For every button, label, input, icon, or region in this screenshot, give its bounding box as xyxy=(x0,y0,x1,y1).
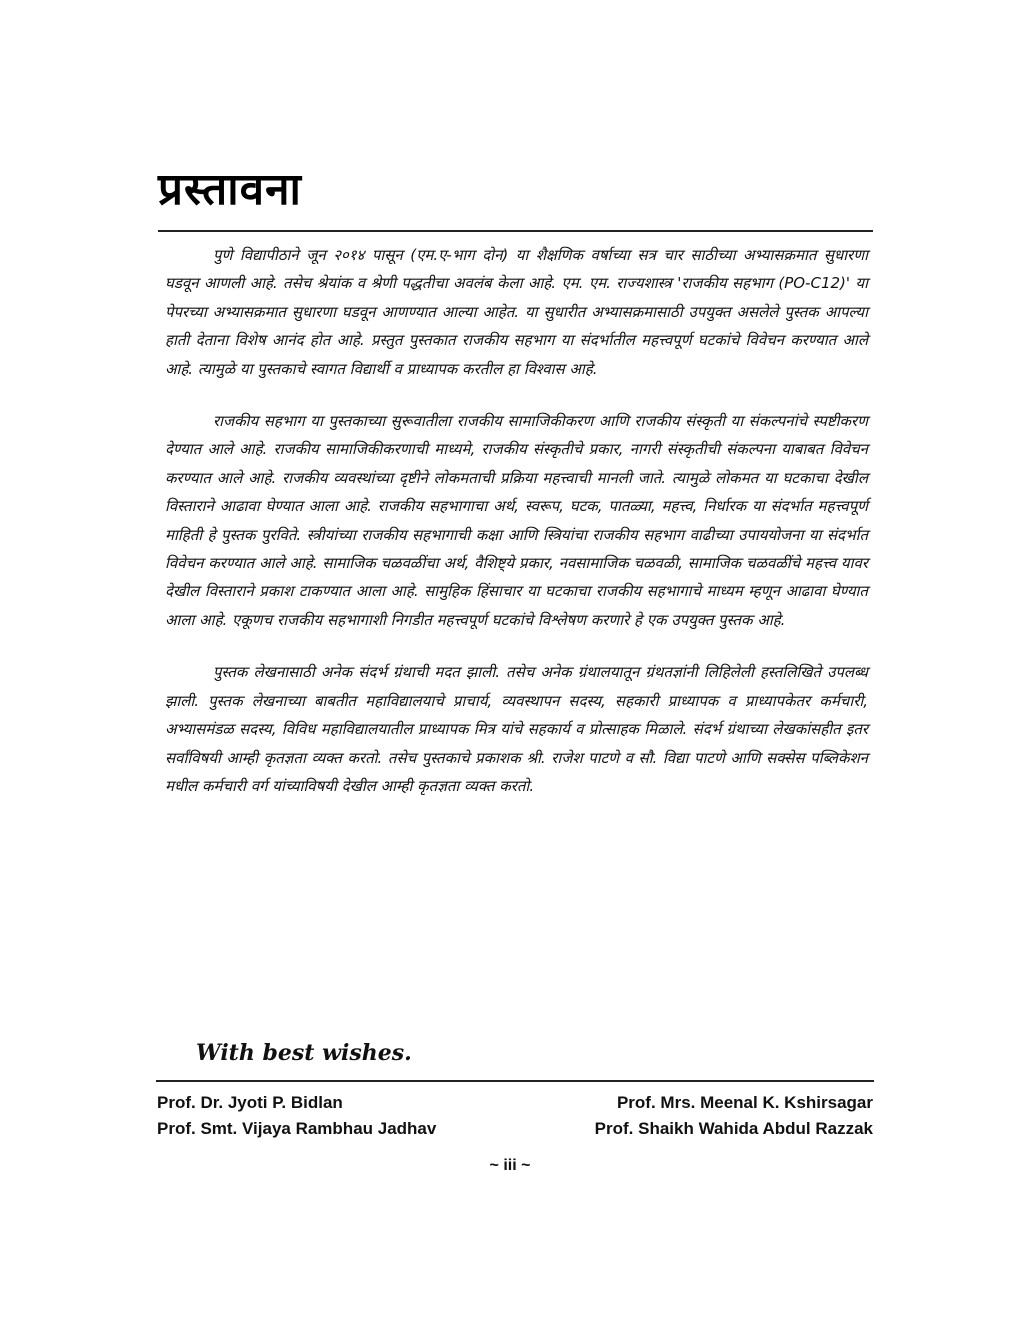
author-name: Prof. Mrs. Meenal K. Kshirsagar xyxy=(616,1093,873,1112)
author-name: Prof. Shaikh Wahida Abdul Razzak xyxy=(594,1119,873,1138)
closing-wishes: With best wishes. xyxy=(196,1040,412,1066)
paragraph-1: पुणे विद्यापीठाने जून २०१४ पासून (एम.ए-भाग दोन) या शैक्षणिक वर्षाच्या सत्र चार साठीच्या अभ्यासक्रमात सुधारणा घडवून आणली आहे. तसेच श्रेयांक व श्रेणी पद्धतीचा अवलंब केला आहे. एम. एम. राज्यशास्त्र 'राजकीय सहभाग (PO-C12)' या पेपरच्या अभ्यासक्रमात सुधारणा घडवून आणण्यात आल्या आहेत. या सुधारीत अभ्यासक्रमासाठी उपयुक्त असलेले पुस्तक आपल्या हाती देताना विशेष आनंद होत आहे. प्रस्तुत पुस्तकात राजकीय सहभाग या संदर्भातील महत्त्वपूर्ण घटकांचे विवेचन करण्यात आले आहे. त्यामुळे या पुस्तकाचे स्वागत विद्यार्थी व प्राध्यापक करतील हा विश्वास आहे. xyxy=(165,246,868,378)
signature-divider xyxy=(156,1080,874,1082)
authors-right xyxy=(595,1090,873,1142)
paragraph-3: पुस्तक लेखनासाठी अनेक संदर्भ ग्रंथाची मदत झाली. तसेच अनेक ग्रंथालयातून ग्रंथतज्ञांनी लिहिलेली हस्तलिखिते उपलब्ध झाली. पुस्तक लेखनाच्या बाबतीत महाविद्यालयाचे प्राचार्य, व्यवस्थापन सदस्य, सहकारी प्राध्यापक व प्राध्यापकेतर कर्मचारी, अभ्यासमंडळ सदस्य, विविध महाविद्यालयातील प्राध्यापक मित्र यांचे सहकार्य व प्रोत्साहक मिळाले. संदर्भ ग्रंथाच्या लेखकांसहीत इतर सर्वांविषयी आम्ही कृतज्ञता व्यक्त करतो. तसेच पुस्तकाचे प्रकाशक श्री. राजेश पाटणे व सौ. विद्या पाटणे आणि सक्सेस पब्लिकेशन मधील कर्मचारी वर्ग यांच्याविषयी देखील आम्ही कृतज्ञता व्यक्त करतो. xyxy=(165,663,868,795)
paragraph-2: राजकीय सहभाग या पुस्तकाच्या सुरूवातीला राजकीय सामाजिकीकरण आणि राजकीय संस्कृती या संकल्पनांचे स्पष्टीकरण देण्यात आले आहे. राजकीय सामाजिकीकरणाची माध्यमे, राजकीय संस्कृतीचे प्रकार, नागरी संस्कृतीची संकल्पना याबाबत विवेचन करण्यात आले आहे. राजकीय व्यवस्थांच्या दृष्टीने लोकमताची प्रक्रिया महत्त्वाची मानली जाते. त्यामुळे लोकमत या घटकाचा देखील विस्ताराने आढावा घेण्यात आला आहे. राजकीय सहभागाचा अर्थ, स्वरूप, घटक, पातळ्या, महत्त्व, निर्धारक या संदर्भात महत्त्वपूर्ण माहिती हे पुस्तक पुरविते. स्त्रीयांच्या राजकीय सहभागाची कक्षा आणि स्त्रियांचा राजकीय सहभाग वाढीच्या उपाययोजना या संदर्भात विवेचन करण्यात आले आहे. सामाजिक चळवळींचा अर्थ, वैशिष्ट्ये प्रकार, नवसामाजिक चळवळी, सामाजिक चळवळींचे महत्त्व यावर देखील विस्ताराने प्रकाश टाकण्यात आला आहे. सामुहिक हिंसाचार या घटकाचा राजकीय सहभागाचे माध्यम म्हणून आढावा घेण्यात आला आहे. एकूणच राजकीय सहभागाशी निगडीत महत्त्वपूर्ण घटकांचे विश्लेषण करणारे हे एक उपयुक्त पुस्तक आहे. xyxy=(165,412,868,629)
body-text xyxy=(165,241,868,824)
authors-left xyxy=(157,1090,436,1142)
author-name: Prof. Smt. Vijaya Rambhau Jadhav xyxy=(157,1119,437,1138)
author-name: Prof. Dr. Jyoti P. Bidlan xyxy=(157,1093,343,1112)
page-number: ~ iii ~ xyxy=(489,1157,531,1174)
title-divider xyxy=(158,230,873,232)
page-title: प्रस्तावना xyxy=(158,164,302,215)
